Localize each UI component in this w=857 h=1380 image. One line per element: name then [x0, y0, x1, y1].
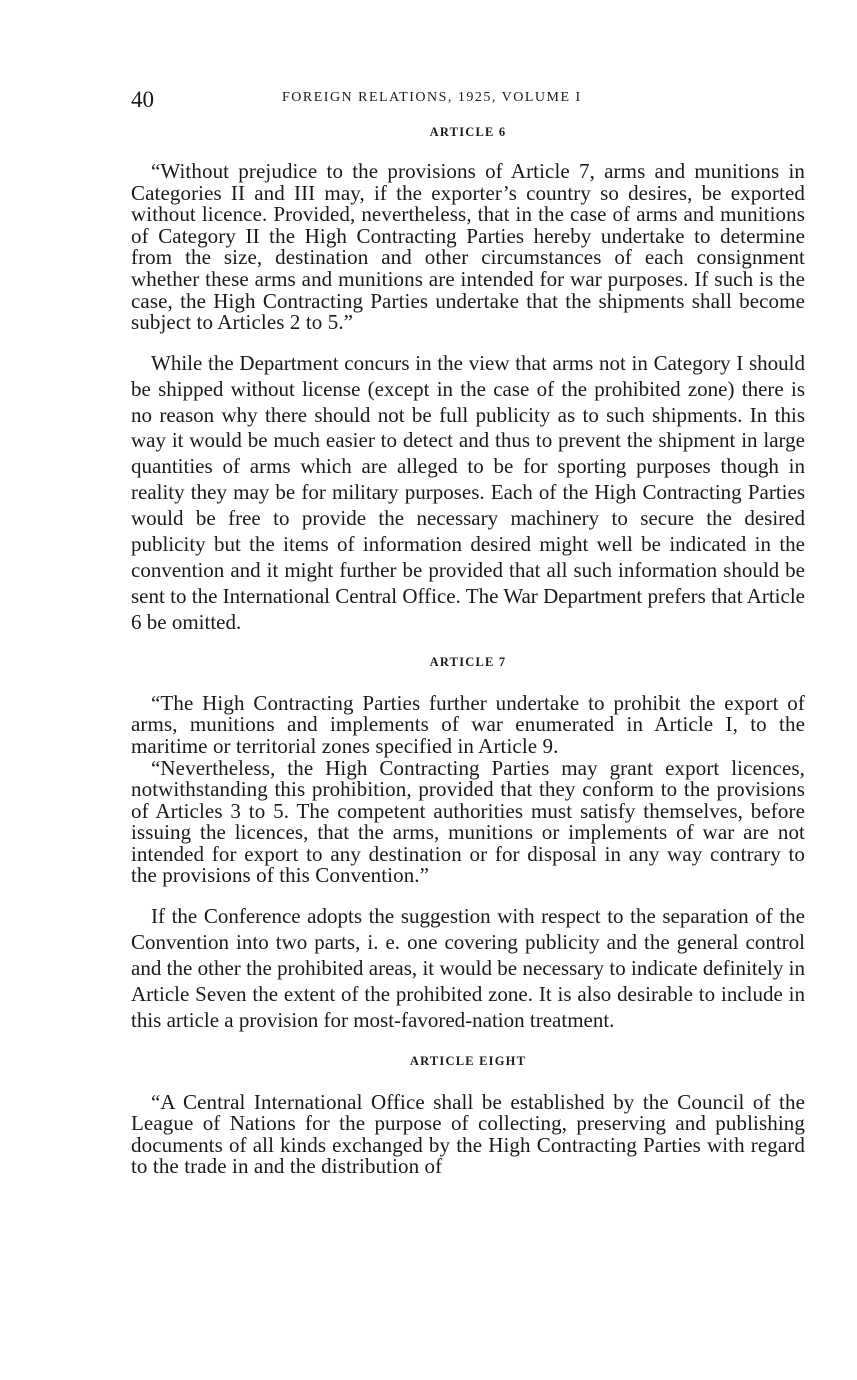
article-7-commentary: If the Conference adopts the suggestion with respect to the separation of the Convention into two parts, i. e. one covering publicity and the general control and the other the prohibited areas, it would be necessary to indicate definitely in Article Seven the extent of the prohibited zone. It is also desirable to include in this article a provision for most-favored-nation treatment. [131, 904, 805, 1032]
article-7-quote-paragraph-2: “Nevertheless, the High Contracting Parties may grant export licences, notwithstanding this prohibition, provided that they conform to the provisions of Articles 3 to 5. The competent authorities must satisfy themselves, before issuing the licences, that the arms, munitions or implements of war are not intended for export to any destination or for disposal in any way contrary to the provisions of this Convention.” [131, 755, 805, 888]
article-6-heading: ARTICLE 6 [429, 125, 507, 139]
article-6-quote: “Without prejudice to the provisions of Article 7, arms and munitions in Categories II and III may, if the exporter’s country so desires, be exported without licence. Provided, nevertheless, that in the case of arms and munitions of Category II the High Contracting Parties hereby undertake to determine from the size, destination and other circumstances of each consignment whether these arms and munitions are intended for war purposes. If such is the case, the High Contracting Parties undertake that the shipments shall become subject to Articles 2 to 5.” [131, 159, 805, 335]
article-8-heading: ARTICLE EIGHT [409, 1053, 527, 1068]
running-title: FOREIGN RELATIONS, 1925, VOLUME I [282, 90, 582, 105]
running-header [131, 86, 805, 116]
article-7-quote-paragraph-1: “The High Contracting Parties further undertake to prohibit the export of arms, munitions and implements of war enumerated in Article I, to the maritime or territorial zones specified in Article 9. [131, 690, 805, 758]
page-number: 40 [131, 87, 154, 112]
article-7-heading: ARTICLE 7 [429, 654, 507, 669]
document-page [131, 86, 805, 1178]
article-8-quote: “A Central International Office shall be established by the Council of the League of Nations for the purpose of collecting, preserving and publishing documents of all kinds exchanged by the High Contracting Parties with regard to the trade in and the distribution of [131, 1089, 805, 1179]
article-6-commentary: While the Department concurs in the view that arms not in Category I should be shipped without license (except in the case of the prohibited zone) there is no reason why there should not be full publicity as to such shipments. In this way it would be much easier to detect and thus to prevent the shipment in large quantities of arms which are alleged to be for sporting purposes though in reality they may be for military purposes. Each of the High Contracting Parties would be free to provide the necessary machinery to secure the desired publicity but the items of information desired might well be indicated in the convention and it might further be provided that all such information should be sent to the International Central Office. The War Department prefers that Article 6 be omitted. [131, 350, 805, 634]
